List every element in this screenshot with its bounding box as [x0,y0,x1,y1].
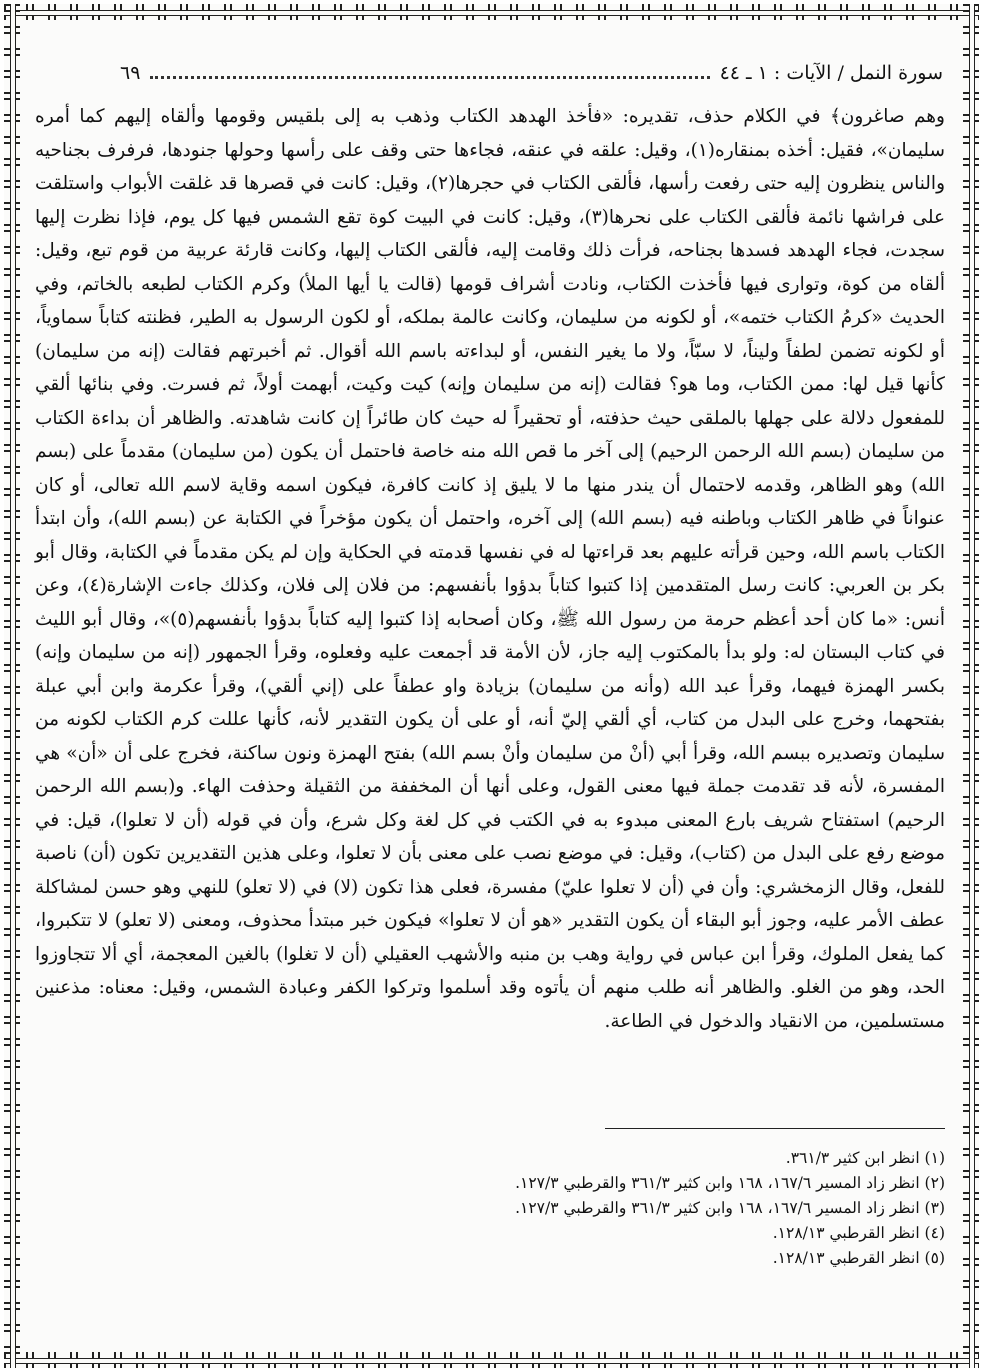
page-number: ٦٩ [120,62,141,84]
ornamental-border-left [4,4,20,1368]
footnote-4: (٤) انظر القرطبي ١٢٨/١٣. [772,1224,945,1242]
running-header-title: سورة النمل / الآيات : ١ ـ ٤٤ [719,62,943,84]
body-paragraph: وهم صاغرون﴾ في الكلام حذف، تقديره: «فأخذ الهدهد الكتاب وذهب به إلى بلقيس وقومها وألقاه إليهم كما أمره سليمان»، فقيل: أخذه بمنقاره(١)، وقيل: علقه في عنقه، فجاءها حتى وقف على رأسها وحولها جنودها، فرفرف بجناحيه والناس ينظرون إليه حتى رفعت رأسها، فألقى الكتاب في حجرها(٢)، وقيل: كانت في قصرها قد غلقت الأبواب واستلقت على فراشها نائمة فألقى الكتاب على نحرها(٣)، وقيل: كانت في البيت كوة تقع الشمس فيها كل يوم، فإذا نظرت إليها سجدت، فجاء الهدهد فسدها بجناحه، فرأت ذلك وقامت إليه، فألقى الكتاب إليها، وكانت قارئة عربية من قوم تبع، وقيل: ألقاه من كوة، وتوارى فيها فأخذت الكتاب، ونادت أشراف قومها (قالت يا أيها الملأ) وكرم الكتاب لطبعه بالخاتم، وفي الحديث «كرمُ الكتاب ختمه»، أو لكونه من سليمان، وكانت عالمة بملكه، أو لكون الرسول به الطير، فظنته كتاباً سماوياً، أو لكونه تضمن لطفاً وليناً، لا سبّاً، ولا ما يغير النفس، أو لبداءته باسم الله أقوال. ثم أخبرتهم فقالت (إنه من سليمان) كأنها قيل لها: ممن الكتاب، وما هو؟ فقالت (إنه من سليمان وإنه) كيت وكيت، أبهمت أولاً، ثم فسرت. وفي بنائها ألقي للمفعول دلالة على جهلها بالملقى حيث حذفته، أو تحقيراً له حيث كان طائراً إن كانت شاهدته. والظاهر أن بداءة الكتاب من سليمان (بسم الله الرحمن الرحيم) إلى آخر ما قص الله منه خاصة فاحتمل أن يكون (من سليمان) مقدماً على (بسم الله) وهو الظاهر، وقدمه لاحتمال أن يندر منها ما لا يليق إذ كانت كافرة، فيكون اسمه وقاية لاسم الله تعالى، أو كان عنواناً في ظاهر الكتاب وباطنه فيه (بسم الله) إلى آخره، واحتمل أن يكون مؤخراً في الكتابة عن (بسم الله)، وأن ابتدأ الكتاب باسم الله، وحين قرأته عليهم بعد قراءتها له في نفسها قدمته في الحكاية وإن لم يكن مقدماً في الكتابة، وقال أبو بكر بن العربي: كانت رسل المتقدمين إذا كتبوا كتاباً بدؤوا بأنفسهم: من فلان إلى فلان، وكذلك جاءت الإشارة(٤)، وعن أنس: «ما كان أحد أعظم حرمة من رسول الله ﷺ، وكان أصحابه إذا كتبوا إليه كتاباً بدؤوا بأنفسهم(٥)»، وقال أبو الليث في كتاب البستان له: ولو بدأ بالمكتوب إليه جاز، لأن الأمة قد أجمعت عليه وفعلوه، وقرأ الجمهور (إنه من سليمان وإنه) بكسر الهمزة فيهما، وقرأ عبد الله (وأنه من سليمان) بزيادة واو عطفاً على (إني ألقي)، وقرأ عكرمة وابن أبي عبلة بفتحهما، وخرج على البدل من كتاب، أي ألقي إليّ أنه، أو على أن يكون التقدير لأنه، كأنها عللت كرم الكتاب لكونه من سليمان وتصديره ببسم الله، وقرأ أبي (أنْ من سليمان وأنْ بسم الله) بفتح الهمزة ونون ساكنة، فخرج على أن «أن» هي المفسرة، لأنه قد تقدمت جملة فيها معنى القول، وعلى أنها أن المخففة من الثقيلة وحذفت الهاء. و(بسم الله الرحمن الرحيم) استفتاح شريف بارع المعنى مبدوء به في الكتب في كل لغة وكل شرع، وأن في قوله (أن لا تعلوا)، قيل: في موضع رفع على البدل من (كتاب)، وقيل: في موضع نصب على معنى بأن لا تعلوا، وعلى هذين التقديرين تكون (أن) ناصبة للفعل، وقال الزمخشري: وأن في (أن لا تعلوا عليّ) مفسرة، فعلى هذا تكون (لا) في (لا تعلو) للنهي وهو حسن لمشاكلة عطف الأمر عليه، وجوز أبو البقاء أن يكون التقدير «هو أن لا تعلوا» فيكون خبر مبتدأ محذوف، ومعنى (لا تعلو) لا تتكبروا، كما يفعل الملوك، وقرأ ابن عباس في رواية وهب بن منبه والأشهب العقيلي (أن لا تغلوا) بالغين المعجمة، أي ألا تتجاوزوا الحد، وهو من الغلو. والظاهر أنه طلب منهم أن يأتوه وقد أسلموا وتركوا الكفر وعبادة الشمس، وقيل: معناه: مذعنين مستسلمين، من الانقياد والدخول في الطاعة. [35,106,946,1032]
header-dotted-leader [150,68,709,79]
body-text [35,100,945,1038]
ornamental-border-right [963,4,979,1368]
footnote-5: (٥) انظر القرطبي ١٢٨/١٣. [772,1249,945,1267]
footnote-divider [605,1128,945,1129]
footnote-2: (٢) انظر زاد المسير ١٦٧/٦، ١٦٨ وابن كثير ٣٦١/٣ والقرطبي ١٢٧/٣. [515,1174,945,1192]
footnotes [245,1146,945,1271]
page-header [120,58,943,88]
footnote-1: (١) انظر ابن كثير ٣٦١/٣. [785,1149,945,1167]
ornamental-border-bottom [4,1352,979,1368]
ornamental-border-top [4,4,979,20]
footnote-3: (٣) انظر زاد المسير ١٦٧/٦، ١٦٨ وابن كثير ٣٦١/٣ والقرطبي ١٢٧/٣. [515,1199,945,1217]
